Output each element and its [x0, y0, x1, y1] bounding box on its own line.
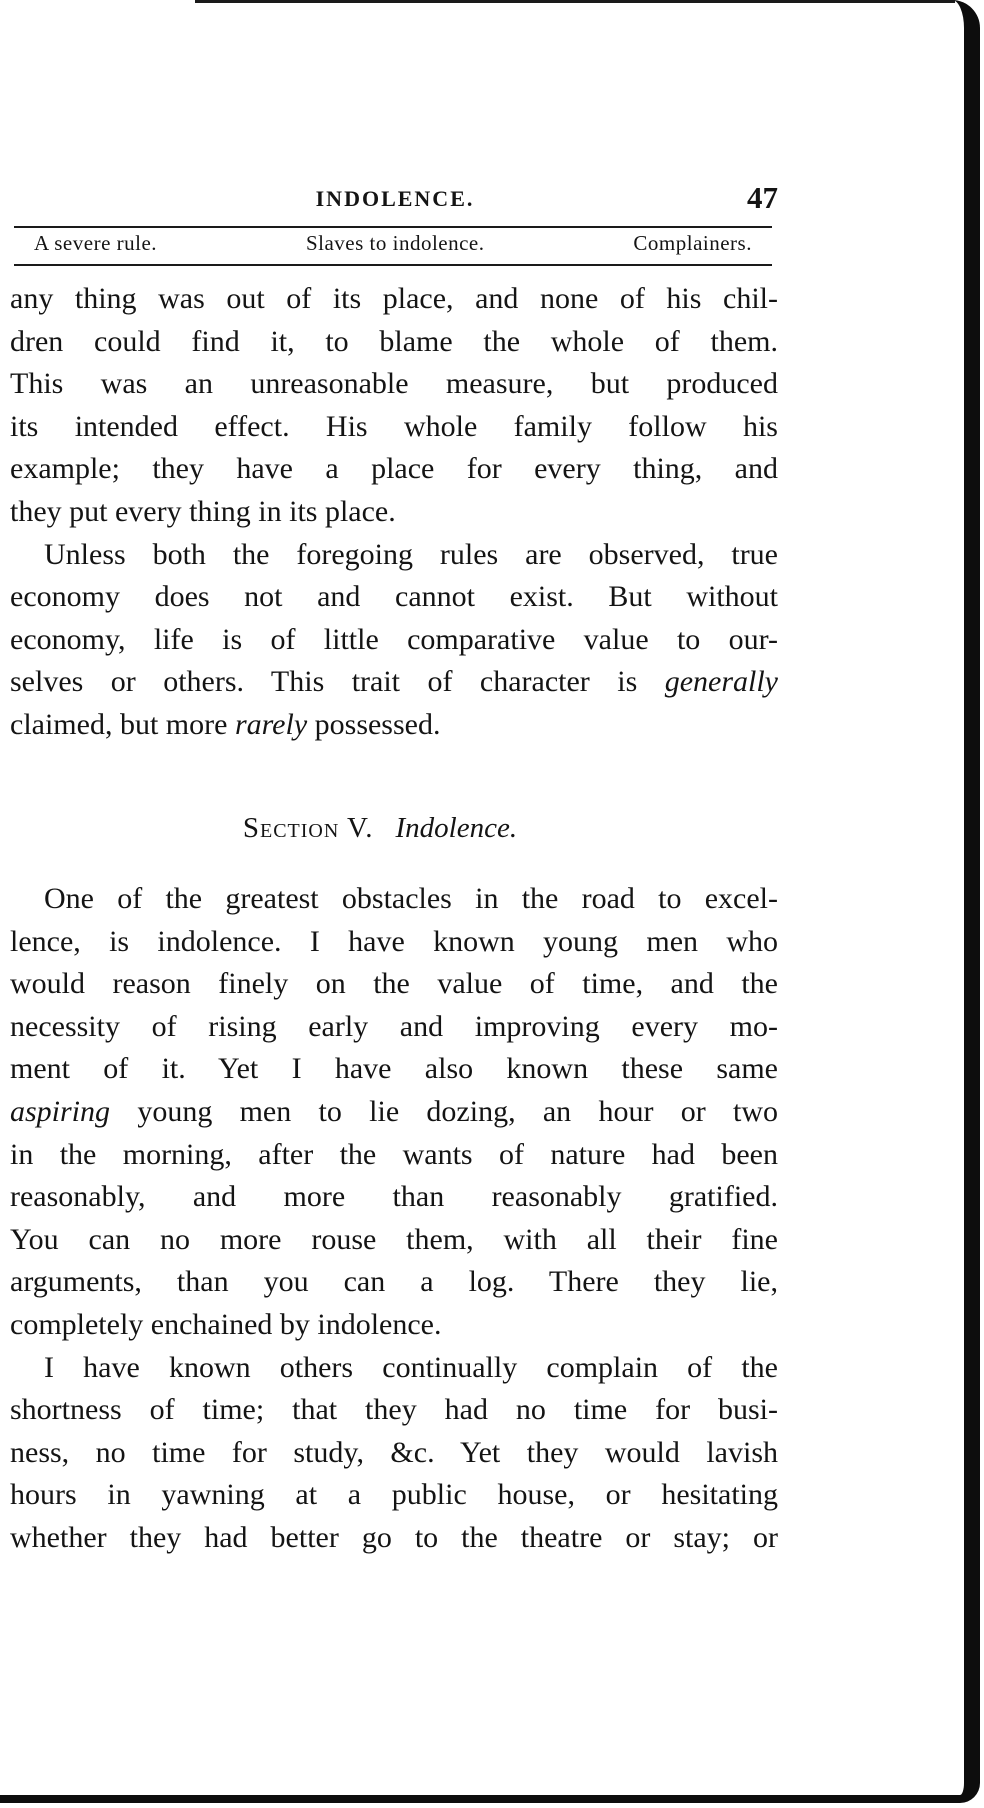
text-line: they put every thing in its place.	[10, 494, 396, 528]
topic-3: Complainers.	[633, 231, 752, 255]
topic-1: A severe rule.	[34, 231, 158, 255]
body-text-bottom	[10, 878, 778, 1560]
text-line: economy, life is of little comparative value to our-	[10, 622, 778, 656]
text-line: any thing was out of its place, and none of his chil-	[10, 282, 778, 315]
running-title: INDOLENCE.	[315, 186, 475, 211]
text-line: its intended effect. His whole family follow his	[10, 409, 778, 443]
paragraph-3	[10, 878, 778, 1347]
text-line: Unless both the foregoing rules are observed, true	[44, 537, 778, 571]
text-line: arguments, than you can a log. There they lie,	[10, 1265, 778, 1299]
text-run: young men to lie dozing, an hour or two	[110, 1094, 778, 1128]
topic-2: Slaves to indolence.	[305, 231, 485, 255]
section-label: Section V.	[242, 812, 374, 844]
text-line: would reason finely on the value of time, and the	[10, 967, 778, 1001]
text-line: shortness of time; that they had no time for busi-	[10, 1393, 778, 1427]
page-number: 47	[747, 180, 778, 215]
running-head	[0, 182, 780, 222]
text-line: necessity of rising early and improving every mo-	[10, 1009, 778, 1043]
text-line: lence, is indolence. I have known young men who	[10, 924, 778, 958]
text-line: example; they have a place for every thing, and	[10, 452, 778, 486]
text-line: whether they had better go to the theatre or stay; or	[10, 1520, 778, 1554]
section-heading	[0, 812, 984, 845]
text-line: dren could find it, to blame the whole of them.	[10, 324, 778, 358]
text-line: One of the greatest obstacles in the road to excel-	[44, 882, 778, 915]
text-line	[10, 661, 778, 704]
paragraph-1	[10, 278, 778, 534]
text-line: ment of it. Yet I have also known these same	[10, 1052, 778, 1086]
text-line: I have known others continually complain of the	[44, 1350, 778, 1384]
paragraph-2	[10, 534, 778, 747]
body-text-top	[10, 278, 778, 747]
header-rule-bottom	[14, 264, 772, 266]
section-title: Indolence.	[395, 812, 518, 844]
text-line	[10, 704, 778, 747]
scan-top-edge	[195, 0, 955, 3]
text-line: economy does not and cannot exist. But without	[10, 580, 778, 614]
text-line: in the morning, after the wants of nature had been	[10, 1137, 778, 1171]
text-run: selves or others. This trait of character is	[10, 665, 665, 699]
paragraph-4	[10, 1347, 778, 1560]
text-line: completely enchained by indolence.	[10, 1307, 442, 1341]
text-line: This was an unreasonable measure, but produced	[10, 367, 778, 401]
text-line: You can no more rouse them, with all their fine	[10, 1222, 778, 1256]
topic-summary	[14, 231, 772, 263]
emphasis-generally: generally	[664, 665, 778, 699]
text-line	[10, 1091, 778, 1134]
text-run: possessed.	[307, 707, 441, 741]
emphasis-aspiring: aspiring	[10, 1094, 111, 1128]
text-line: reasonably, and more than reasonably gratified.	[10, 1180, 778, 1214]
text-run: claimed, but more	[10, 707, 235, 741]
text-line: ness, no time for study, &c. Yet they would lavish	[10, 1435, 778, 1469]
text-line: hours in yawning at a public house, or hesitating	[10, 1478, 778, 1512]
header-rule-top	[14, 226, 772, 228]
emphasis-rarely: rarely	[234, 707, 308, 741]
